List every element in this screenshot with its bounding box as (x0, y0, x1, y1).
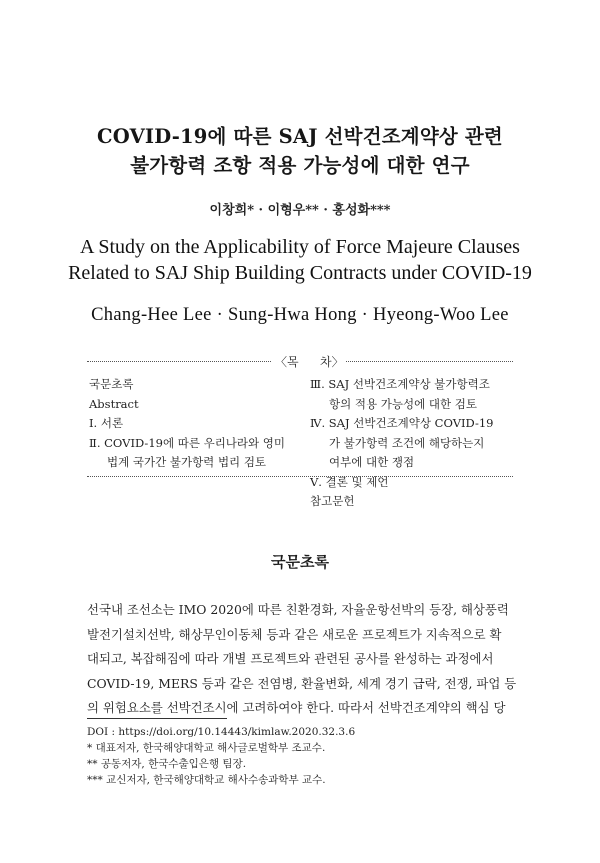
toc-item: Abstract (89, 396, 139, 411)
table-of-contents (87, 355, 513, 508)
toc-item: Ⅳ. SAJ 선박건조계약상 COVID-19 (310, 416, 494, 430)
footnote-rule (87, 718, 227, 719)
english-title-line-2: Related to SAJ Ship Building Contracts under COVID-19 (68, 262, 532, 284)
toc-item: Ⅰ. 서론 (89, 416, 124, 430)
toc-right-column (310, 375, 513, 512)
toc-heading-part-1: 〈목 (275, 355, 299, 369)
abstract-heading: 국문초록 (271, 553, 329, 571)
toc-item: 법계 국가간 불가항력 법리 검토 (107, 455, 267, 469)
toc-heading-part-2: 차〉 (320, 355, 344, 369)
abstract-line: COVID-19, MERS 등과 같은 전염병, 환율변화, 세계 경기 급락, 전쟁, 파업 등 (87, 675, 517, 691)
toc-item: 국문초록 (89, 377, 134, 391)
toc-left-column (89, 375, 299, 473)
paper-title-line-1: COVID-19에 따른 SAJ 선박건조계약상 관련 (97, 125, 503, 148)
toc-item: Ⅴ. 결론 및 제언 (310, 474, 389, 489)
toc-item: 여부에 대한 쟁점 (329, 455, 415, 469)
authors-korean: 이창희* · 이형우** · 홍성화*** (209, 203, 391, 218)
abstract-line: 대되고, 복잡해짐에 따라 개별 프로젝트와 관련된 공사를 완성하는 과정에서 (87, 651, 494, 666)
toc-item: Ⅲ. SAJ 선박건조계약상 불가항력조 (310, 377, 490, 391)
toc-item: 항의 적용 가능성에 대한 검토 (329, 396, 477, 411)
footnote-author-1: * 대표저자, 한국해양대학교 해사글로벌학부 조교수. (87, 742, 326, 754)
toc-item: 가 불가항력 조건에 해당하는지 (329, 435, 485, 450)
abstract-body (87, 598, 517, 721)
abstract-line: 발전기설치선박, 해상무인이동체 등과 같은 새로운 프로젝트가 지속적으로 확 (87, 626, 502, 642)
footnotes (87, 724, 517, 788)
toc-heading (271, 353, 345, 370)
footnote-doi: DOI : https://doi.org/10.14443/kimlaw.2020.32.3.6 (87, 726, 356, 738)
abstract-line: 선국내 조선소는 IMO 2020에 따른 친환경화, 자율운항선박의 등장, 해상풍력 (87, 602, 509, 617)
toc-item: 참고문헌 (310, 494, 355, 508)
toc-item: Ⅱ. COVID-19에 따른 우리나라와 영미 (89, 435, 286, 450)
paper-title-line-2: 불가항력 조항 적용 가능성에 대한 연구 (130, 154, 470, 177)
authors-english: Chang-Hee Lee · Sung-Hwa Hong · Hyeong-Woo Lee (91, 305, 509, 325)
english-title-line-1: A Study on the Applicability of Force Majeure Clauses (80, 236, 520, 258)
footnote-author-3: *** 교신저자, 한국해양대학교 해사수송과학부 교수. (87, 774, 326, 786)
abstract-line: 의 위험요소를 선박건조시에 고려하여야 한다. 따라서 선박건조계약의 핵심 당 (87, 700, 506, 715)
toc-bottom-rule (87, 476, 513, 477)
footnote-author-2: ** 공동저자, 한국수출입은행 팀장. (87, 758, 247, 770)
